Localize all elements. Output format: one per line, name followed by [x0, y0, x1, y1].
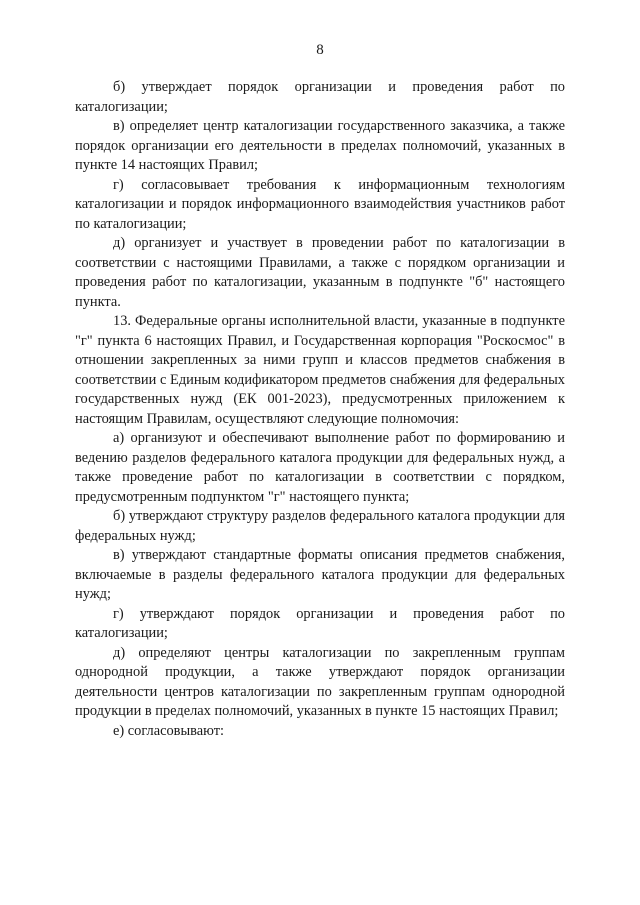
paragraph-13g: г) утверждают порядок организации и проведения работ по каталогизации; [75, 605, 565, 641]
document-body [75, 78, 565, 741]
paragraph-2g: г) согласовывает требования к информационным технологиям каталогизации и порядок информационного взаимодействия участников работ по каталогизации; [75, 176, 565, 232]
paragraph-2v: в) определяет центр каталогизации государственного заказчика, а также порядок организации его деятельности в пределах полномочий, указанных в пункте 14 настоящих Правил; [75, 118, 565, 173]
paragraph-2d: д) организует и участвует в проведении работ по каталогизации в соответствии с настоящими Правилами, а также с порядком организации и проведения работ по каталогизации, указанным в подпункте "б" настоящего пункта. [75, 235, 565, 310]
paragraph-2b: б) утверждает порядок организации и проведения работ по каталогизации; [75, 79, 565, 115]
paragraph-13: 13. Федеральные органы исполнительной власти, указанные в подпункте "г" пункта 6 настоящих Правил, и Государственная корпорация "Роскосмос" в отношении закрепленных за ними групп и классов предметов снабжения в соответствии с Единым кодификатором предметов снабжения для федеральных государственных нужд (ЕК 001-2023), предусмотренных приложением к настоящим Правилам, осуществляют следующие полномочия: [75, 313, 565, 427]
paragraph-13b: б) утверждают структуру разделов федерального каталога продукции для федеральных нужд; [75, 508, 565, 544]
paragraph-13d: д) определяют центры каталогизации по закрепленным группам однородной продукции, а также утверждают порядок организации деятельности центров каталогизации по закрепленным группам однородной продукции в пределах полномочий, указанных в пункте 15 настоящих Правил; [75, 644, 565, 719]
paragraph-13e: е) согласовывают: [113, 722, 224, 739]
paragraph-13a: а) организуют и обеспечивают выполнение работ по формированию и ведению разделов федерального каталога продукции для федеральных нужд, а также проведение работ по каталогизации в соответствии с порядком, предусмотренным подпунктом "г" настоящего пункта; [75, 430, 565, 505]
page-number: 8 [316, 42, 324, 58]
paragraph-13v: в) утверждают стандартные форматы описания предметов снабжения, включаемые в разделы федерального каталога продукции для федеральных нужд; [75, 547, 565, 602]
